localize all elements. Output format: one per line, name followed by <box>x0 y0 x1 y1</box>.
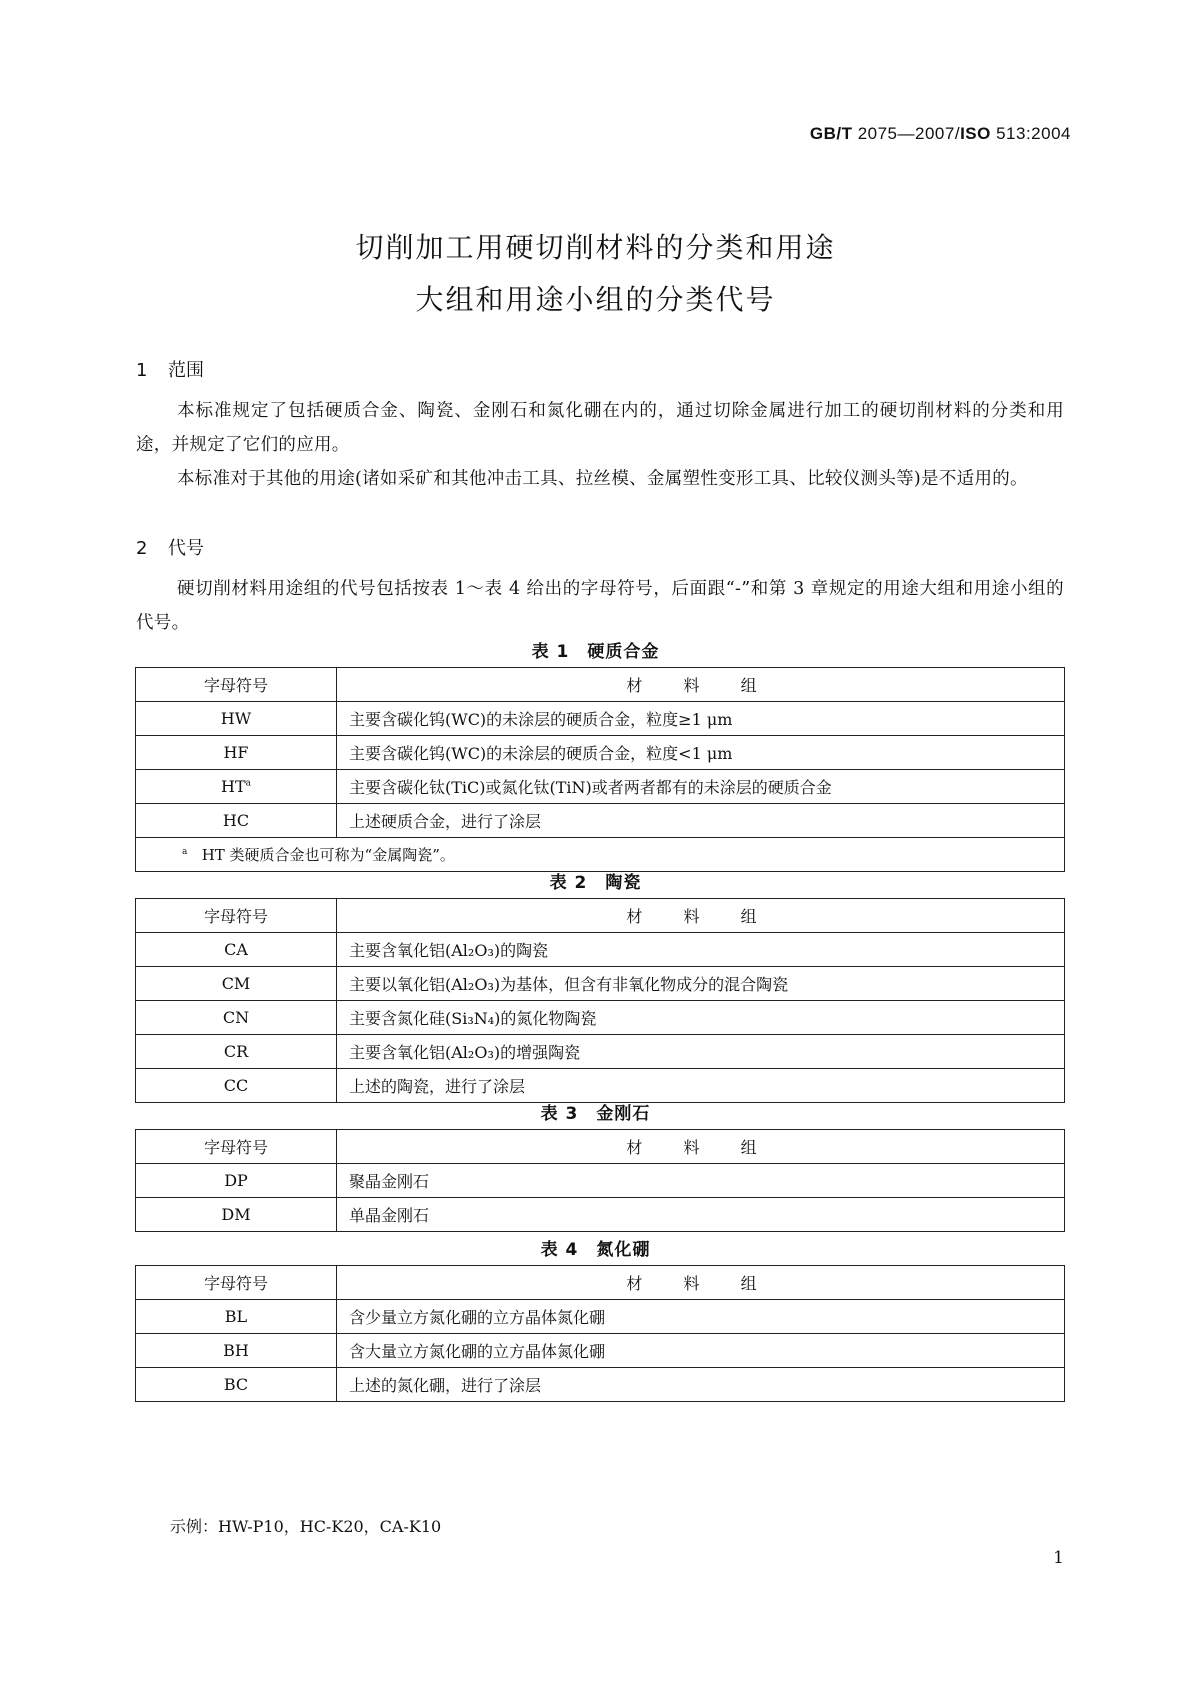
cell-material: 上述硬质合金，进行了涂层 <box>337 804 1065 838</box>
std-code-suffix: 513:2004 <box>990 124 1071 143</box>
table-header-row <box>136 899 1065 933</box>
table-1-carbide <box>135 667 1065 872</box>
section-number: 1 <box>136 360 148 381</box>
table-row <box>136 933 1065 967</box>
footnote-text: HT 类硬质合金也可称为“金属陶瓷”。 <box>201 846 455 864</box>
cell-material: 上述的陶瓷，进行了涂层 <box>337 1069 1065 1103</box>
table-row <box>136 1001 1065 1035</box>
table-2-caption: 表 2 陶瓷 <box>549 873 642 893</box>
std-code-mid: 2075—2007/ <box>852 124 961 143</box>
header-material: 材 料 组 <box>337 899 1065 933</box>
example-note: 示例：HW-P10，HC-K20，CA-K10 <box>170 1517 442 1536</box>
section-1-heading <box>136 356 204 382</box>
cell-material: 主要含氮化硅(Si₃N₄)的氮化物陶瓷 <box>337 1001 1065 1035</box>
cell-material: 含少量立方氮化硼的立方晶体氮化硼 <box>337 1300 1065 1334</box>
table-header-row <box>136 1266 1065 1300</box>
header-material: 材 料 组 <box>337 668 1065 702</box>
table-row <box>136 702 1065 736</box>
page-number: 1 <box>1053 1548 1064 1568</box>
section-title: 范围 <box>168 360 204 381</box>
table-3-diamond <box>135 1129 1065 1232</box>
title-line-2: 大组和用途小组的分类代号 <box>415 283 776 316</box>
section-number: 2 <box>136 538 148 559</box>
cell-material: 主要含碳化钨(WC)的未涂层的硬质合金，粒度≥1 μm <box>337 702 1065 736</box>
cell-code: HC <box>136 804 337 838</box>
cell-material: 主要以氧化铝(Al₂O₃)为基体，但含有非氧化物成分的混合陶瓷 <box>337 967 1065 1001</box>
table-row <box>136 1334 1065 1368</box>
table-2-ceramics <box>135 898 1065 1103</box>
cell-material: 单晶金刚石 <box>337 1198 1065 1232</box>
footnote-mark: a <box>182 847 188 857</box>
table-row <box>136 1035 1065 1069</box>
cell-code: DM <box>136 1198 337 1232</box>
table-row <box>136 1069 1065 1103</box>
code-text: HT <box>221 777 246 796</box>
cell-material: 主要含氧化铝(Al₂O₃)的陶瓷 <box>337 933 1065 967</box>
cell-code: BH <box>136 1334 337 1368</box>
section-title: 代号 <box>168 538 204 559</box>
table-4-caption: 表 4 氮化硼 <box>540 1240 651 1260</box>
cell-material: 上述的氮化硼，进行了涂层 <box>337 1368 1065 1402</box>
cell-material: 聚晶金刚石 <box>337 1164 1065 1198</box>
std-code-iso: ISO <box>960 124 991 143</box>
table-row <box>136 1198 1065 1232</box>
table-row <box>136 770 1065 804</box>
cell-code: HW <box>136 702 337 736</box>
table-row <box>136 1164 1065 1198</box>
cell-code: BL <box>136 1300 337 1334</box>
std-code-prefix: GB/T <box>809 124 853 143</box>
footnote-ref: a <box>245 778 251 789</box>
document-title <box>0 222 1191 326</box>
table-footnote <box>136 838 1065 872</box>
header-code: 字母符号 <box>136 668 337 702</box>
cell-code: CM <box>136 967 337 1001</box>
paragraph: 硬切削材料用途组的代号包括按表 1～表 4 给出的字母符号，后面跟“-”和第 3 章规定的用途大组和用途小组的代号。 <box>136 579 1064 633</box>
cell-material: 含大量立方氮化硼的立方晶体氮化硼 <box>337 1334 1065 1368</box>
cell-material: 主要含碳化钛(TiC)或氮化钛(TiN)或者两者都有的未涂层的硬质合金 <box>337 770 1065 804</box>
header-code: 字母符号 <box>136 1130 337 1164</box>
table-row <box>136 1368 1065 1402</box>
table-1-caption: 表 1 硬质合金 <box>531 642 660 662</box>
cell-code <box>136 770 337 804</box>
standard-code <box>810 124 1071 144</box>
table-row <box>136 1300 1065 1334</box>
cell-code: CC <box>136 1069 337 1103</box>
paragraph: 本标准规定了包括硬质合金、陶瓷、金刚石和氮化硼在内的，通过切除金属进行加工的硬切削材料的分类和用途，并规定了它们的应用。 <box>136 401 1064 455</box>
cell-code: HF <box>136 736 337 770</box>
table-row <box>136 804 1065 838</box>
cell-code: DP <box>136 1164 337 1198</box>
header-material: 材 料 组 <box>337 1266 1065 1300</box>
table-header-row <box>136 1130 1065 1164</box>
cell-material: 主要含氧化铝(Al₂O₃)的增强陶瓷 <box>337 1035 1065 1069</box>
cell-code: CN <box>136 1001 337 1035</box>
header-code: 字母符号 <box>136 1266 337 1300</box>
title-line-1: 切削加工用硬切削材料的分类和用途 <box>355 231 836 264</box>
cell-code: BC <box>136 1368 337 1402</box>
section-2-heading <box>136 534 204 560</box>
table-header-row <box>136 668 1065 702</box>
header-code: 字母符号 <box>136 899 337 933</box>
table-footnote-row <box>136 838 1065 872</box>
header-material: 材 料 组 <box>337 1130 1065 1164</box>
cell-code: CA <box>136 933 337 967</box>
paragraph: 本标准对于其他的用途(诸如采矿和其他冲击工具、拉丝模、金属塑性变形工具、比较仪测头等)是不适用的。 <box>177 469 1028 489</box>
cell-material: 主要含碳化钨(WC)的未涂层的硬质合金，粒度<1 μm <box>337 736 1065 770</box>
table-4-boron-nitride <box>135 1265 1065 1402</box>
cell-code: CR <box>136 1035 337 1069</box>
table-row <box>136 736 1065 770</box>
table-row <box>136 967 1065 1001</box>
table-3-caption: 表 3 金刚石 <box>540 1104 651 1124</box>
